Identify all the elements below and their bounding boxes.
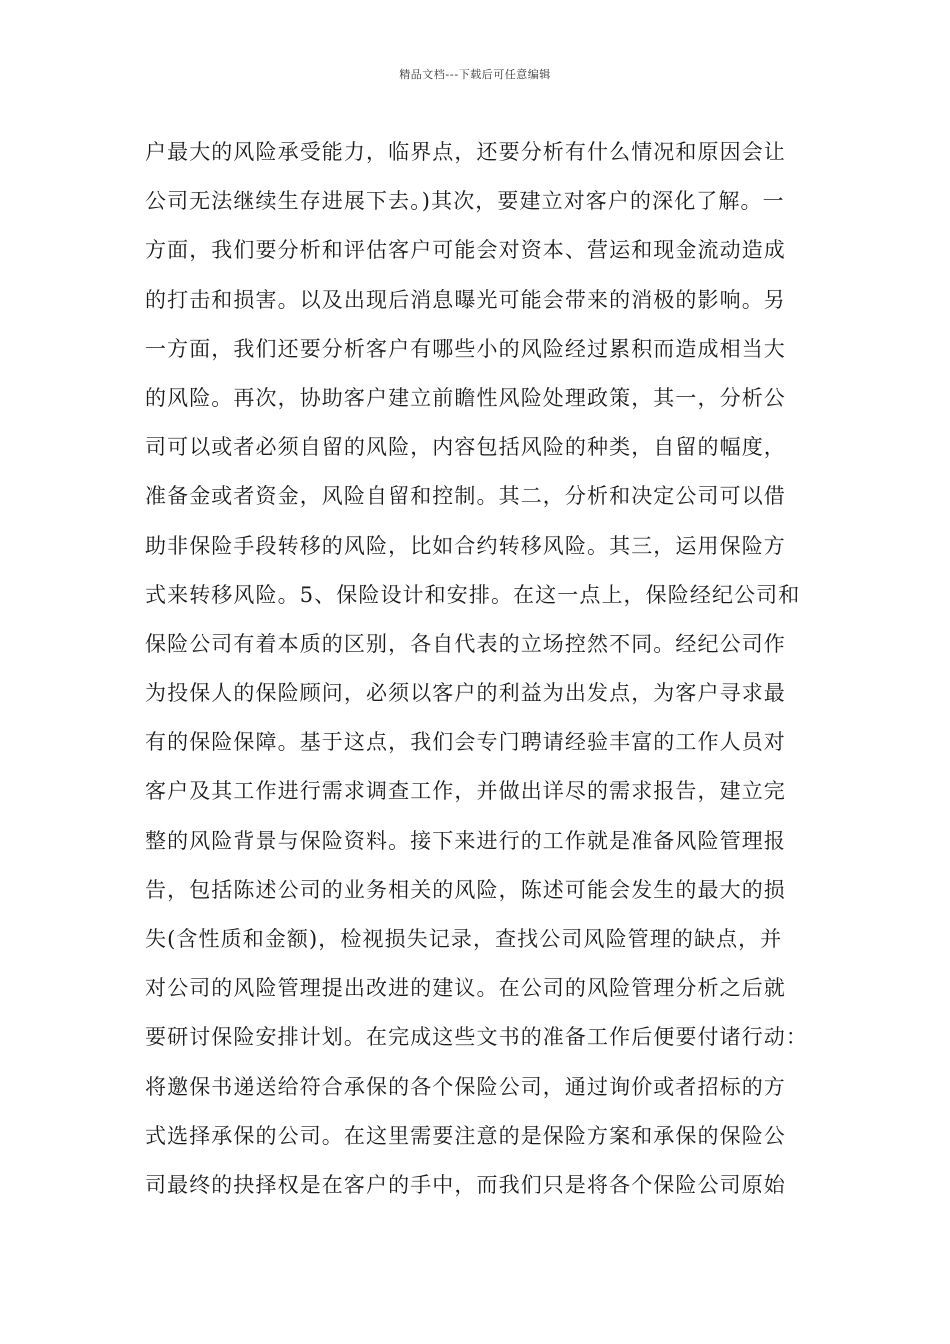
text-line: 公司无法继续生存进展下去。)其次，要建立对客户的深化了解。一 [145, 189, 785, 214]
page-header: 精品文档---下载后可任意编辑 [399, 68, 551, 81]
text-line: 客户及其工作进行需求调查工作，并做出详尽的需求报告，建立完 [145, 779, 786, 804]
text-line: 的风险。再次，协助客户建立前瞻性风险处理政策，其一，分析公 [145, 385, 786, 410]
text-line: 司最终的抉择权是在客户的手中，而我们只是将各个保险公司原始 [145, 1172, 786, 1197]
text-line: 告，包括陈述公司的业务相关的风险，陈述可能会发生的最大的损 [145, 877, 786, 902]
text-line: 方面，我们要分析和评估客户可能会对资本、营运和现金流动造成 [145, 238, 786, 263]
text-line: 一方面，我们还要分析客户有哪些小的风险经过累积而造成相当大 [145, 336, 786, 361]
text-line: 户最大的风险承受能力，临界点，还要分析有什么情况和原因会让 [145, 140, 786, 164]
text-line: 保险公司有着本质的区别，各自代表的立场控然不同。经纪公司作 [145, 631, 786, 656]
text-line: 准备金或者资金，风险自留和控制。其二，分析和决定公司可以借 [145, 484, 786, 509]
text-line: 为投保人的保险顾问，必须以客户的利益为出发点，为客户寻求最 [145, 681, 786, 706]
text-line: 有的保险保障。基于这点，我们会专门聘请经验丰富的工作人员对 [145, 730, 786, 755]
text-line: 整的风险背景与保险资料。接下来进行的工作就是准备风险管理报 [145, 828, 786, 853]
text-line: 失(含性质和金额)，检视损失记录，查找公司风险管理的缺点，并 [145, 927, 783, 951]
text-line: 式来转移风险。5、保险设计和安排。在这一点上，保险经纪公司和 [145, 582, 801, 607]
text-line: 将邀保书递送给符合承保的各个保险公司，通过询价或者招标的方 [145, 1074, 786, 1099]
text-line: 式选择承保的公司。在这里需要注意的是保险方案和承保的保险公 [145, 1123, 786, 1148]
text-line: 要研讨保险安排计划。在完成这些文书的准备工作后便要付诸行动： [145, 1025, 808, 1050]
body-paragraph [145, 128, 825, 1210]
text-line: 助非保险手段转移的风险，比如合约转移风险。其三，运用保险方 [145, 533, 786, 558]
text-line: 的打击和损害。以及出现后消息曝光可能会带来的消极的影响。另 [145, 287, 786, 312]
text-line: 对公司的风险管理提出改进的建议。在公司的风险管理分析之后就 [145, 976, 786, 1001]
text-line: 司可以或者必须自留的风险，内容包括风险的种类，自留的幅度， [145, 435, 786, 460]
